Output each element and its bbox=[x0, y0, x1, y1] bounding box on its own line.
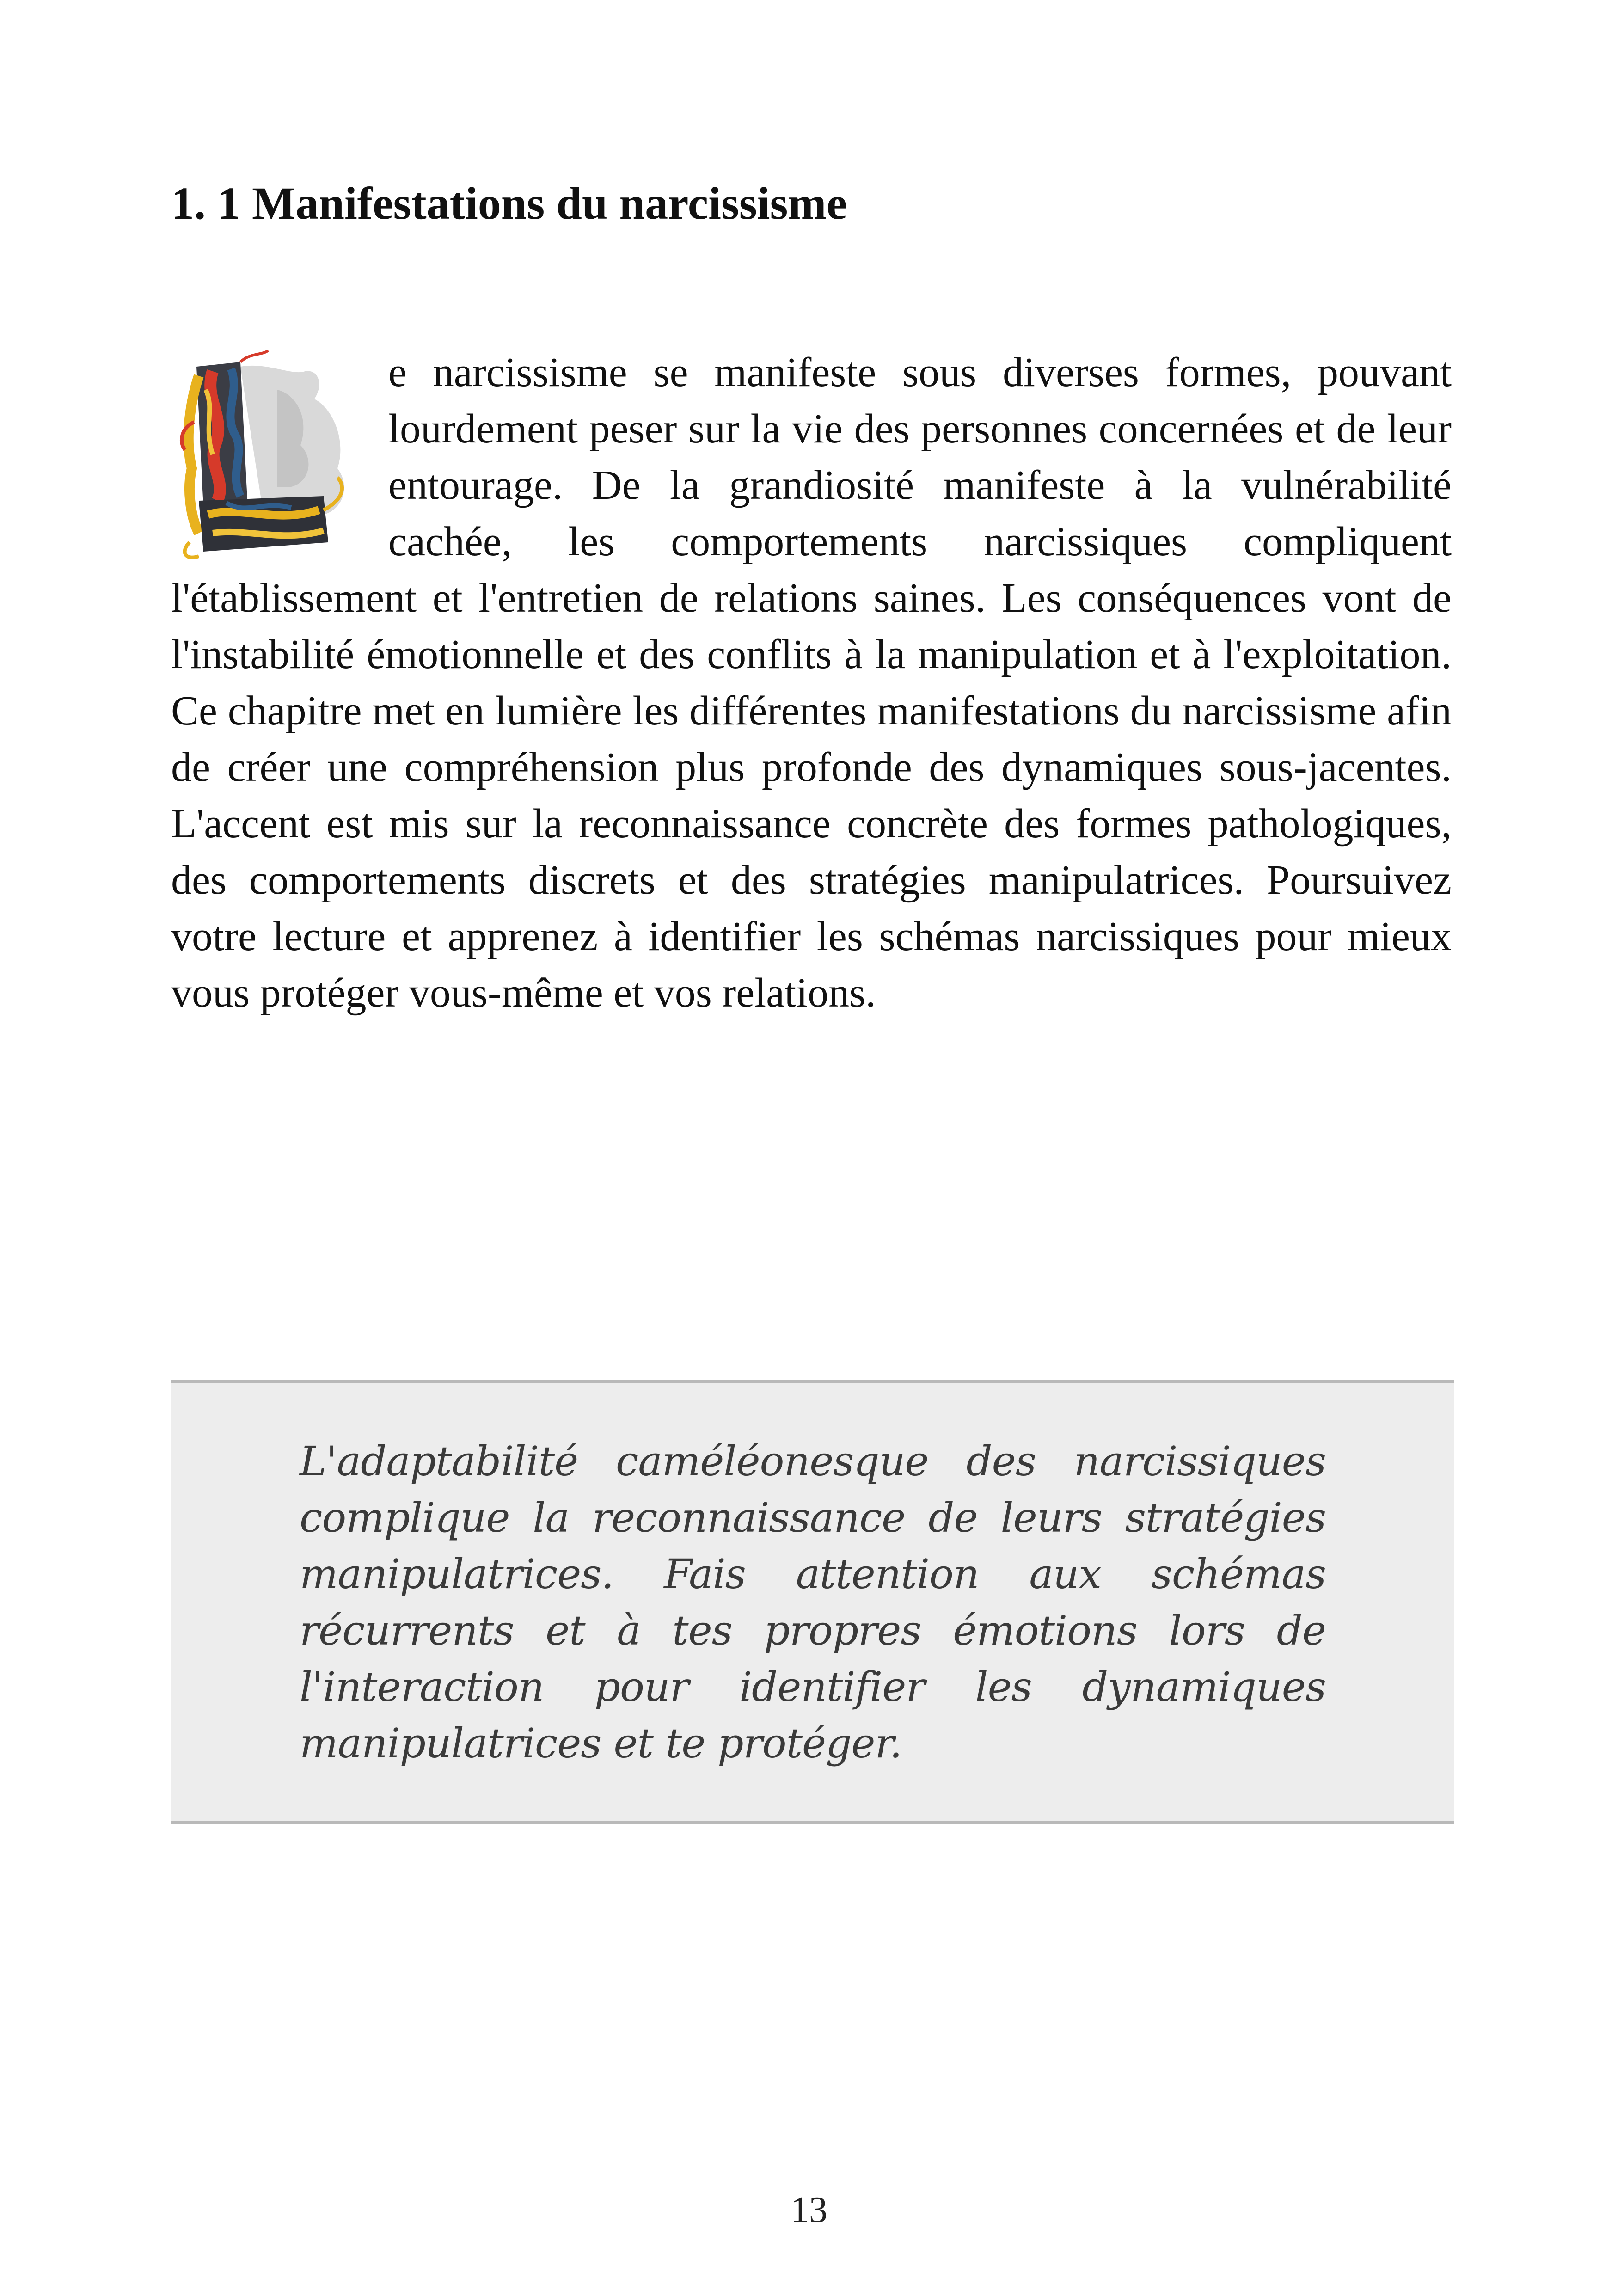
tip-callout-box bbox=[171, 1380, 1454, 1824]
intro-paragraph bbox=[171, 344, 1452, 1021]
section-heading: 1. 1 Manifestations du narcissisme bbox=[171, 178, 847, 229]
tip-callout-text: L'adaptabilité caméléonesque des narcissiques complique la reconnaissance de leurs stratégies manipulatrices. Fais attention aux schémas récurrents et à tes propres émotions lors de l'interaction pour identifier les dynamiques manipulatrices et te protéger. bbox=[300, 1437, 1326, 1767]
drop-cap-letter-icon bbox=[171, 348, 356, 565]
intro-text: e narcissisme se manifeste sous diverses formes, pouvant lourdement peser sur la vie des personnes concernées et de leur entourage. De la grandiosité manifeste à la vulnérabilité cachée, les comportements narcissiques compliquent l'établissement et l'entretien de relations saines. Les conséquences vont de l'instabilité émotionnelle et des conflits à la manipulation et à l'exploitation. Ce chapitre met en lumière les différentes manifestations du narcissisme afin de créer une compréhension plus profonde des dynamiques sous-jacentes. L'accent est mis sur la reconnaissance concrète des formes pathologiques, des comportements discrets et des stratégies manipulatrices. Poursuivez votre lecture et apprenez à identifier les schémas narcissiques pour mieux vous protéger vous-même et vos relations. bbox=[171, 350, 1452, 1016]
page-number: 13 bbox=[791, 2190, 827, 2230]
